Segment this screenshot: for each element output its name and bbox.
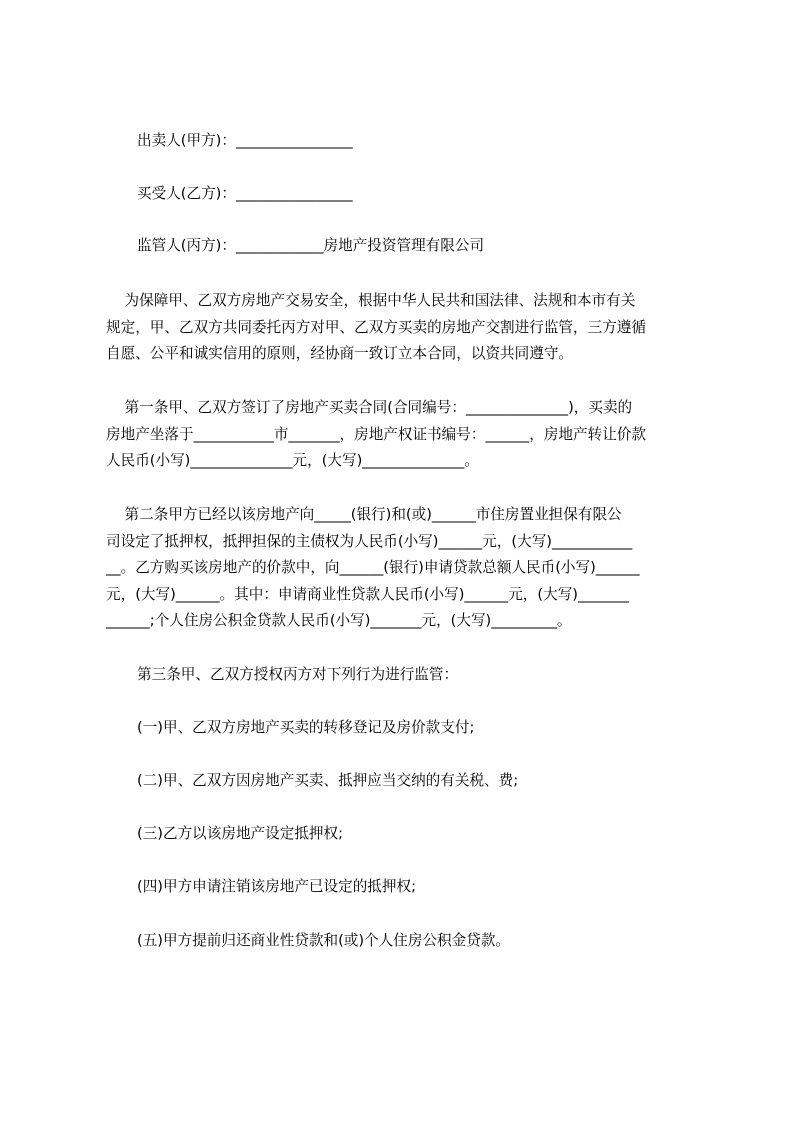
article-2-line-2: 司设定了抵押权，抵押担保的主债权为人民币(小写)______元，(大写)___________ [106,533,633,550]
article-3-item-3: (三)乙方以该房地产设定抵押权; [137,825,344,842]
article-1-line-2: 房地产坐落于___________市_______，房地产权证书编号：______，房地产转让价款 [106,426,646,443]
article-3-heading: 第三条甲、乙双方授权丙方对下列行为进行监管： [137,666,459,683]
article-2-line-4: 元，(大写)______。其中：申请商业性贷款人民币(小写)______元，(大写)_______ [106,586,630,603]
article-2-line-1: 第二条甲方已经以该房地产向_____(银行)和(或)______市住房置业担保有限公 [106,506,622,523]
article-2-line-5: ______;个人住房公积金贷款人民币(小写)_______元，(大写)_________。 [106,612,572,629]
intro-line-2: 规定，甲、乙双方共同委托丙方对甲、乙双方买卖的房地产交割进行监管，三方遵循 [106,319,646,336]
article-3-item-5: (五)甲方提前归还商业性贷款和(或)个人住房公积金贷款。 [137,932,511,949]
buyer-line: 买受人(乙方)：________________ [137,185,353,202]
article-3-item-1: (一)甲、乙双方房地产买卖的转移登记及房价款支付; [137,719,475,736]
seller-line: 出卖人(甲方)：________________ [137,132,353,149]
intro-line-1: 为保障甲、乙双方房地产交易安全，根据中华人民共和国法律、法规和本市有关 [106,292,636,309]
article-3-item-4: (四)甲方申请注销该房地产已设定的抵押权; [137,878,416,895]
article-2-line-3: __。乙方购买该房地产的价款中，向______(银行)申请贷款总额人民币(小写)______ [106,559,640,576]
article-1-line-3: 人民币(小写)______________元，(大写)______________。 [106,452,480,469]
intro-line-3: 自愿、公平和诚实信用的原则，经协商一致订立本合同，以资共同遵守。 [106,345,574,362]
article-3-item-2: (二)甲、乙双方因房地产买卖、抵押应当交纳的有关税、费; [137,772,519,789]
article-1-line-1: 第一条甲、乙双方签订了房地产买卖合同(合同编号：______________)，买卖的 [106,399,633,416]
supervisor-line: 监管人(丙方)：____________房地产投资管理有限公司 [137,237,485,254]
